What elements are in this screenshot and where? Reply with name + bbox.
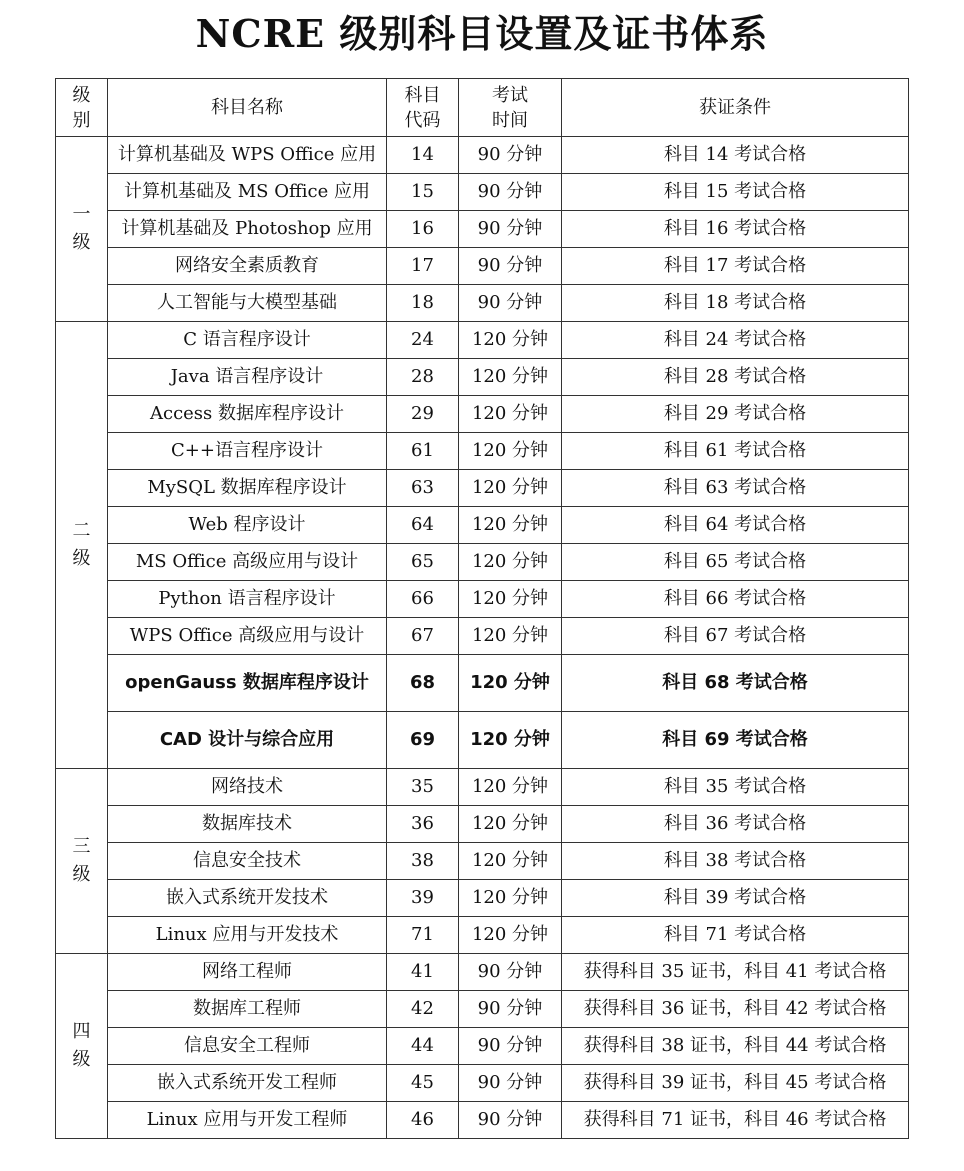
header-code-line-1: 科目 [404, 84, 441, 106]
subject-code-cell: 16 [387, 211, 459, 248]
table-row [56, 954, 909, 991]
table-row [56, 618, 909, 655]
table-row [56, 433, 909, 470]
header-row [56, 79, 909, 137]
subject-code-cell: 64 [387, 507, 459, 544]
certificate-condition-cell: 科目 68 考试合格 [562, 655, 909, 712]
table-row [56, 470, 909, 507]
exam-time-cell: 120 分钟 [459, 507, 562, 544]
subject-code-cell: 69 [387, 712, 459, 769]
exam-time-cell: 120 分钟 [459, 581, 562, 618]
subject-code-cell: 46 [387, 1102, 459, 1139]
certificate-condition-cell: 获得科目 39 证书，科目 45 考试合格 [562, 1065, 909, 1102]
certificate-condition-cell: 获得科目 71 证书，科目 46 考试合格 [562, 1102, 909, 1139]
certificate-condition-cell: 科目 18 考试合格 [562, 285, 909, 322]
level-char: 一 [72, 204, 91, 225]
header-time-line-2: 时间 [492, 109, 528, 131]
table-row [56, 322, 909, 359]
subject-name-cell: MS Office 高级应用与设计 [108, 544, 387, 581]
subject-name-cell: Python 语言程序设计 [108, 581, 387, 618]
header-name: 科目名称 [108, 79, 387, 137]
level-char: 级 [72, 232, 91, 253]
subject-code-cell: 24 [387, 322, 459, 359]
certificate-condition-cell: 科目 71 考试合格 [562, 917, 909, 954]
exam-time-cell: 120 分钟 [459, 843, 562, 880]
subject-name-cell: 网络工程师 [108, 954, 387, 991]
certificate-condition-cell: 科目 16 考试合格 [562, 211, 909, 248]
certificate-condition-cell: 科目 66 考试合格 [562, 581, 909, 618]
subject-name-cell: 嵌入式系统开发技术 [108, 880, 387, 917]
exam-time-cell: 120 分钟 [459, 712, 562, 769]
exam-time-cell: 120 分钟 [459, 769, 562, 806]
table-row [56, 581, 909, 618]
table-row [56, 137, 909, 174]
exam-time-cell: 120 分钟 [459, 396, 562, 433]
table-row [56, 507, 909, 544]
table-row [56, 544, 909, 581]
certificate-condition-cell: 科目 17 考试合格 [562, 248, 909, 285]
certificate-condition-cell: 科目 61 考试合格 [562, 433, 909, 470]
exam-time-cell: 90 分钟 [459, 211, 562, 248]
subject-name-cell: CAD 设计与综合应用 [108, 712, 387, 769]
subject-name-cell: C 语言程序设计 [108, 322, 387, 359]
table-row [56, 991, 909, 1028]
subject-name-cell: 计算机基础及 WPS Office 应用 [108, 137, 387, 174]
subject-name-cell: Access 数据库程序设计 [108, 396, 387, 433]
certificate-condition-cell: 获得科目 38 证书，科目 44 考试合格 [562, 1028, 909, 1065]
header-time-line-1: 考试 [492, 84, 528, 106]
exam-time-cell: 120 分钟 [459, 917, 562, 954]
subject-code-cell: 65 [387, 544, 459, 581]
subject-code-cell: 17 [387, 248, 459, 285]
subject-name-cell: Linux 应用与开发工程师 [108, 1102, 387, 1139]
subject-name-cell: 计算机基础及 Photoshop 应用 [108, 211, 387, 248]
subject-code-cell: 71 [387, 917, 459, 954]
certificate-condition-cell: 获得科目 35 证书，科目 41 考试合格 [562, 954, 909, 991]
certificate-condition-cell: 科目 39 考试合格 [562, 880, 909, 917]
level-cell [56, 954, 108, 1139]
subject-name-cell: Linux 应用与开发技术 [108, 917, 387, 954]
certificate-condition-cell: 科目 69 考试合格 [562, 712, 909, 769]
exam-time-cell: 120 分钟 [459, 359, 562, 396]
exam-time-cell: 120 分钟 [459, 880, 562, 917]
exam-time-cell: 120 分钟 [459, 618, 562, 655]
header-code [387, 79, 459, 137]
subject-table [55, 78, 909, 1139]
subject-name-cell: WPS Office 高级应用与设计 [108, 618, 387, 655]
certificate-condition-cell: 科目 38 考试合格 [562, 843, 909, 880]
table-row [56, 769, 909, 806]
subject-name-cell: 网络安全素质教育 [108, 248, 387, 285]
certificate-condition-cell: 科目 64 考试合格 [562, 507, 909, 544]
header-condition: 获证条件 [562, 79, 909, 137]
subject-name-cell: 人工智能与大模型基础 [108, 285, 387, 322]
table-row [56, 174, 909, 211]
subject-name-cell: 网络技术 [108, 769, 387, 806]
subject-code-cell: 18 [387, 285, 459, 322]
subject-code-cell: 36 [387, 806, 459, 843]
level-char: 二 [72, 520, 91, 541]
certificate-condition-cell: 科目 67 考试合格 [562, 618, 909, 655]
subject-code-cell: 15 [387, 174, 459, 211]
subject-code-cell: 28 [387, 359, 459, 396]
subject-name-cell: openGauss 数据库程序设计 [108, 655, 387, 712]
table-row [56, 285, 909, 322]
table-row [56, 1102, 909, 1139]
table-row [56, 806, 909, 843]
subject-name-cell: C++语言程序设计 [108, 433, 387, 470]
table-row [56, 655, 909, 712]
certificate-condition-cell: 科目 24 考试合格 [562, 322, 909, 359]
subject-code-cell: 61 [387, 433, 459, 470]
exam-time-cell: 90 分钟 [459, 991, 562, 1028]
level-char: 级 [72, 1049, 91, 1070]
subject-name-cell: MySQL 数据库程序设计 [108, 470, 387, 507]
level-char: 级 [72, 548, 91, 569]
subject-name-cell: Java 语言程序设计 [108, 359, 387, 396]
exam-time-cell: 90 分钟 [459, 248, 562, 285]
subject-name-cell: 数据库工程师 [108, 991, 387, 1028]
subject-code-cell: 68 [387, 655, 459, 712]
header-level [56, 79, 108, 137]
exam-time-cell: 90 分钟 [459, 954, 562, 991]
subject-code-cell: 63 [387, 470, 459, 507]
exam-time-cell: 120 分钟 [459, 655, 562, 712]
subject-name-cell: 信息安全工程师 [108, 1028, 387, 1065]
subject-name-cell: 嵌入式系统开发工程师 [108, 1065, 387, 1102]
page-title: NCRE 级别科目设置及证书体系 [195, 11, 769, 56]
level-char: 四 [72, 1021, 91, 1042]
subject-code-cell: 14 [387, 137, 459, 174]
level-cell [56, 137, 108, 322]
certificate-condition-cell: 科目 28 考试合格 [562, 359, 909, 396]
header-level-line-1: 级 [72, 84, 91, 106]
table-row [56, 1028, 909, 1065]
exam-time-cell: 120 分钟 [459, 806, 562, 843]
table-row [56, 843, 909, 880]
subject-code-cell: 29 [387, 396, 459, 433]
table-row [56, 1065, 909, 1102]
certificate-condition-cell: 科目 63 考试合格 [562, 470, 909, 507]
certificate-condition-cell: 科目 65 考试合格 [562, 544, 909, 581]
level-cell [56, 769, 108, 954]
subject-code-cell: 42 [387, 991, 459, 1028]
header-level-line-2: 别 [72, 109, 91, 131]
exam-time-cell: 90 分钟 [459, 1065, 562, 1102]
exam-time-cell: 120 分钟 [459, 470, 562, 507]
table-body [56, 79, 909, 1139]
header-code-line-2: 代码 [404, 109, 441, 131]
subject-code-cell: 45 [387, 1065, 459, 1102]
table-row [56, 396, 909, 433]
subject-name-cell: 计算机基础及 MS Office 应用 [108, 174, 387, 211]
subject-name-cell: 信息安全技术 [108, 843, 387, 880]
exam-time-cell: 90 分钟 [459, 285, 562, 322]
subject-code-cell: 44 [387, 1028, 459, 1065]
subject-name-cell: Web 程序设计 [108, 507, 387, 544]
exam-time-cell: 90 分钟 [459, 137, 562, 174]
subject-code-cell: 35 [387, 769, 459, 806]
level-char: 三 [72, 836, 91, 857]
exam-time-cell: 120 分钟 [459, 433, 562, 470]
header-time [459, 79, 562, 137]
table-row [56, 712, 909, 769]
subject-code-cell: 38 [387, 843, 459, 880]
subject-code-cell: 39 [387, 880, 459, 917]
exam-time-cell: 120 分钟 [459, 322, 562, 359]
exam-time-cell: 90 分钟 [459, 1028, 562, 1065]
certificate-condition-cell: 科目 29 考试合格 [562, 396, 909, 433]
subject-code-cell: 67 [387, 618, 459, 655]
certificate-condition-cell: 获得科目 36 证书，科目 42 考试合格 [562, 991, 909, 1028]
table-row [56, 211, 909, 248]
table-row [56, 917, 909, 954]
exam-time-cell: 120 分钟 [459, 544, 562, 581]
table-row [56, 359, 909, 396]
table-row [56, 248, 909, 285]
subject-code-cell: 66 [387, 581, 459, 618]
certificate-condition-cell: 科目 15 考试合格 [562, 174, 909, 211]
subject-code-cell: 41 [387, 954, 459, 991]
certificate-condition-cell: 科目 35 考试合格 [562, 769, 909, 806]
certificate-condition-cell: 科目 36 考试合格 [562, 806, 909, 843]
exam-time-cell: 90 分钟 [459, 1102, 562, 1139]
level-char: 级 [72, 864, 91, 885]
table-row [56, 880, 909, 917]
certificate-condition-cell: 科目 14 考试合格 [562, 137, 909, 174]
exam-time-cell: 90 分钟 [459, 174, 562, 211]
level-cell [56, 322, 108, 769]
subject-name-cell: 数据库技术 [108, 806, 387, 843]
